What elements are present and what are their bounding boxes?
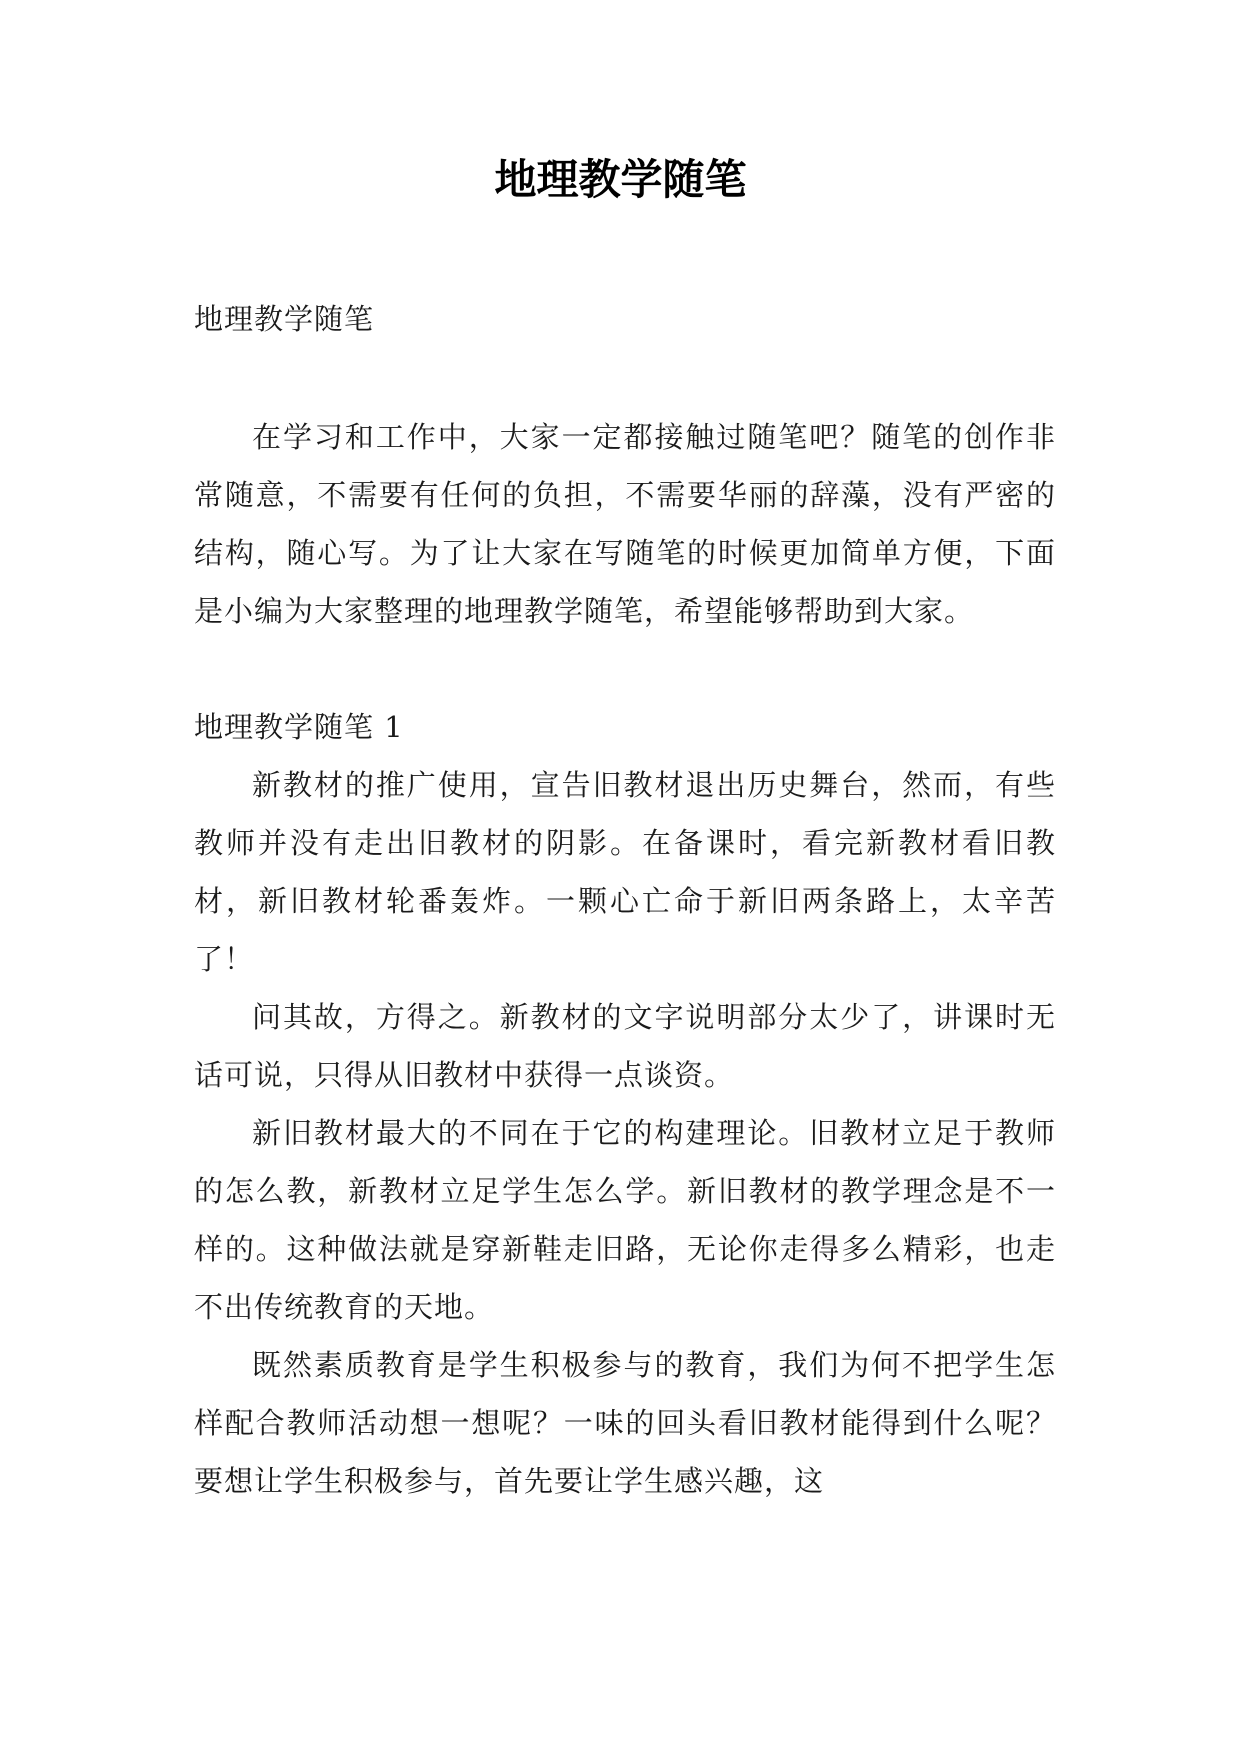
body-paragraph-3: 新旧教材最大的不同在于它的构建理论。旧教材立足于教师的怎么教，新教材立足学生怎么学。新旧教材的教学理念是不一样的。这种做法就是穿新鞋走旧路，无论你走得多么精彩，也走不出传统教育的天地。 [194, 1116, 1056, 1324]
document-title: 地理教学随笔 [494, 155, 747, 204]
body-paragraph-4: 既然素质教育是学生积极参与的教育，我们为何不把学生怎样配合教师活动想一想呢？一味的回头看旧教材能得到什么呢？要想让学生积极参与，首先要让学生感兴趣，这 [194, 1348, 1056, 1498]
document-subtitle: 地理教学随笔 [194, 302, 375, 336]
section-heading: 地理教学随笔 1 [194, 710, 404, 744]
body-paragraph-2: 问其故，方得之。新教材的文字说明部分太少了，讲课时无话可说，只得从旧教材中获得一点谈资。 [194, 1000, 1056, 1092]
document-body [194, 290, 1056, 1510]
body-paragraph-1: 新教材的推广使用，宣告旧教材退出历史舞台，然而，有些教师并没有走出旧教材的阴影。在备课时，看完新教材看旧教材，新旧教材轮番轰炸。一颗心亡命于新旧两条路上，太辛苦了！ [194, 768, 1056, 976]
intro-paragraph: 在学习和工作中，大家一定都接触过随笔吧？随笔的创作非常随意，不需要有任何的负担，不需要华丽的辞藻，没有严密的结构，随心写。为了让大家在写随笔的时候更加简单方便，下面是小编为大家整理的地理教学随笔，希望能够帮助到大家。 [194, 420, 1056, 628]
